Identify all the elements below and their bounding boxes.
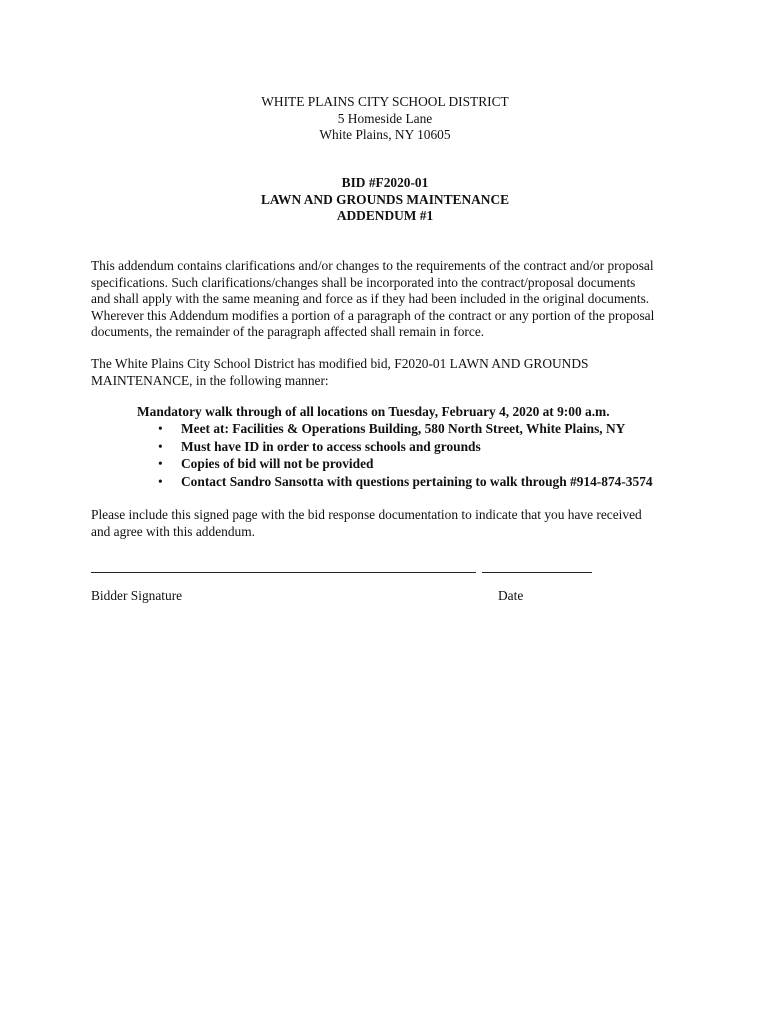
intro-line: and shall apply with the same meaning and force as if they had been included in the original documents. [91, 291, 650, 307]
district-address: 5 Homeside Lane [337, 110, 433, 126]
bidder-signature-label: Bidder Signature [91, 588, 183, 603]
modification-line: The White Plains City School District has modified bid, F2020-01 LAWN AND GROUNDS [91, 356, 589, 371]
modification-line: MAINTENANCE, in the following manner: [91, 372, 329, 388]
intro-line: documents, the remainder of the paragraph affected shall remain in force. [91, 324, 485, 340]
intro-line: specifications. Such clarifications/changes shall be incorporated into the contract/proposal documents [91, 274, 636, 290]
bid-title-block [0, 175, 770, 225]
bullet-icon: • [158, 438, 163, 454]
bullet-icon: • [158, 456, 163, 472]
district-name: WHITE PLAINS CITY SCHOOL DISTRICT [261, 94, 509, 109]
modification-paragraph [91, 356, 691, 389]
letterhead [0, 94, 770, 144]
walkthrough-heading: Mandatory walk through of all locations on Tuesday, February 4, 2020 at 9:00 a.m. [137, 404, 610, 419]
date-line[interactable] [482, 572, 592, 573]
intro-line: Wherever this Addendum modifies a portion of a paragraph of the contract or any portion of the proposal [91, 307, 655, 323]
acknowledgement-line: Please include this signed page with the bid response documentation to indicate that you have received [91, 507, 642, 522]
bid-title: LAWN AND GROUNDS MAINTENANCE [260, 191, 510, 207]
acknowledgement-paragraph [91, 507, 691, 540]
signature-line[interactable] [91, 572, 476, 573]
bullet-icon: • [158, 421, 163, 436]
date-label: Date [498, 588, 524, 603]
list-item-text: Meet at: Facilities & Operations Building, 580 North Street, White Plains, NY [181, 421, 626, 436]
bullet-icon: • [158, 473, 163, 489]
intro-paragraph [91, 258, 691, 341]
list-item-text: Copies of bid will not be provided [181, 456, 374, 472]
list-item-text: Contact Sandro Sansotta with questions pertaining to walk through #914-874-3574 [181, 473, 653, 489]
acknowledgement-line: and agree with this addendum. [91, 523, 255, 539]
intro-line: This addendum contains clarifications and/or changes to the requirements of the contract and/or proposal [91, 258, 654, 273]
bid-number: BID #F2020-01 [341, 175, 429, 190]
addendum-number: ADDENDUM #1 [336, 208, 434, 224]
list-item-text: Must have ID in order to access schools and grounds [181, 438, 481, 454]
district-city: White Plains, NY 10605 [319, 127, 451, 143]
